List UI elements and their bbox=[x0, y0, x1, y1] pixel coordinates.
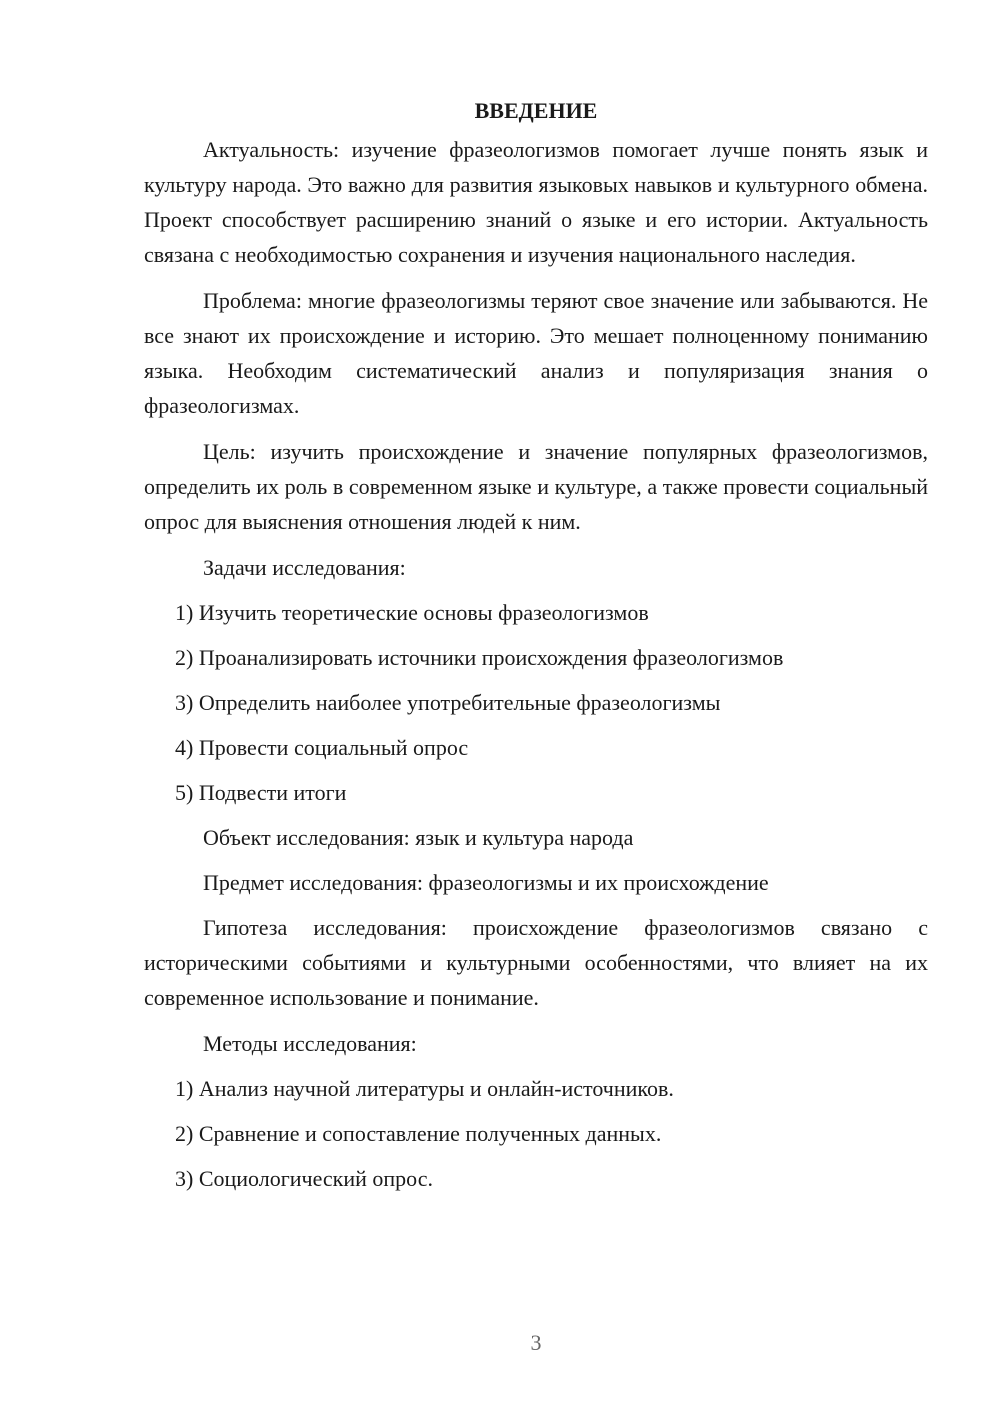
list-item: 3) Определить наиболее употребительные фразеологизмы bbox=[175, 690, 721, 715]
subject-line: Предмет исследования: фразеологизмы и их происхождение bbox=[203, 870, 769, 895]
object-line: Объект исследования: язык и культура народа bbox=[203, 825, 634, 850]
list-item: 1) Изучить теоретические основы фразеологизмов bbox=[175, 600, 649, 625]
document-page bbox=[144, 90, 928, 1206]
list-item: 4) Провести социальный опрос bbox=[175, 735, 469, 760]
list-item: 5) Подвести итоги bbox=[175, 780, 347, 805]
page-number: 3 bbox=[530, 1330, 542, 1355]
relevance-paragraph: Актуальность: изучение фразеологизмов помогает лучше понять язык и культуру народа. Это важно для развития языковых навыков и культурного обмена. Проект способствует расширению знаний о языке и его истории. Актуальность связана с необходимостью сохранения и изучения национального наследия. bbox=[144, 137, 928, 267]
list-item: 1) Анализ научной литературы и онлайн-источников. bbox=[175, 1076, 674, 1101]
problem-paragraph: Проблема: многие фразеологизмы теряют свое значение или забываются. Не все знают их происхождение и историю. Это мешает полноценному пониманию языка. Необходим систематический анализ и популяризация знания о фразеологизмах. bbox=[144, 288, 928, 418]
methods-list bbox=[144, 1071, 928, 1196]
goal-paragraph: Цель: изучить происхождение и значение популярных фразеологизмов, определить их роль в современном языке и культуре, а также провести социальный опрос для выяснения отношения людей к ним. bbox=[144, 439, 928, 534]
section-title: ВВЕДЕНИЕ bbox=[474, 98, 598, 123]
hypothesis-paragraph: Гипотеза исследования: происхождение фразеологизмов связано с историческими событиями и культурными особенностями, что влияет на их современное использование и понимание. bbox=[144, 915, 928, 1010]
tasks-list bbox=[144, 595, 928, 810]
list-item: 2) Проанализировать источники происхождения фразеологизмов bbox=[175, 645, 784, 670]
list-item: 2) Сравнение и сопоставление полученных данных. bbox=[175, 1121, 662, 1146]
tasks-heading: Задачи исследования: bbox=[203, 555, 406, 580]
methods-heading: Методы исследования: bbox=[203, 1031, 417, 1056]
list-item: 3) Социологический опрос. bbox=[175, 1166, 433, 1191]
